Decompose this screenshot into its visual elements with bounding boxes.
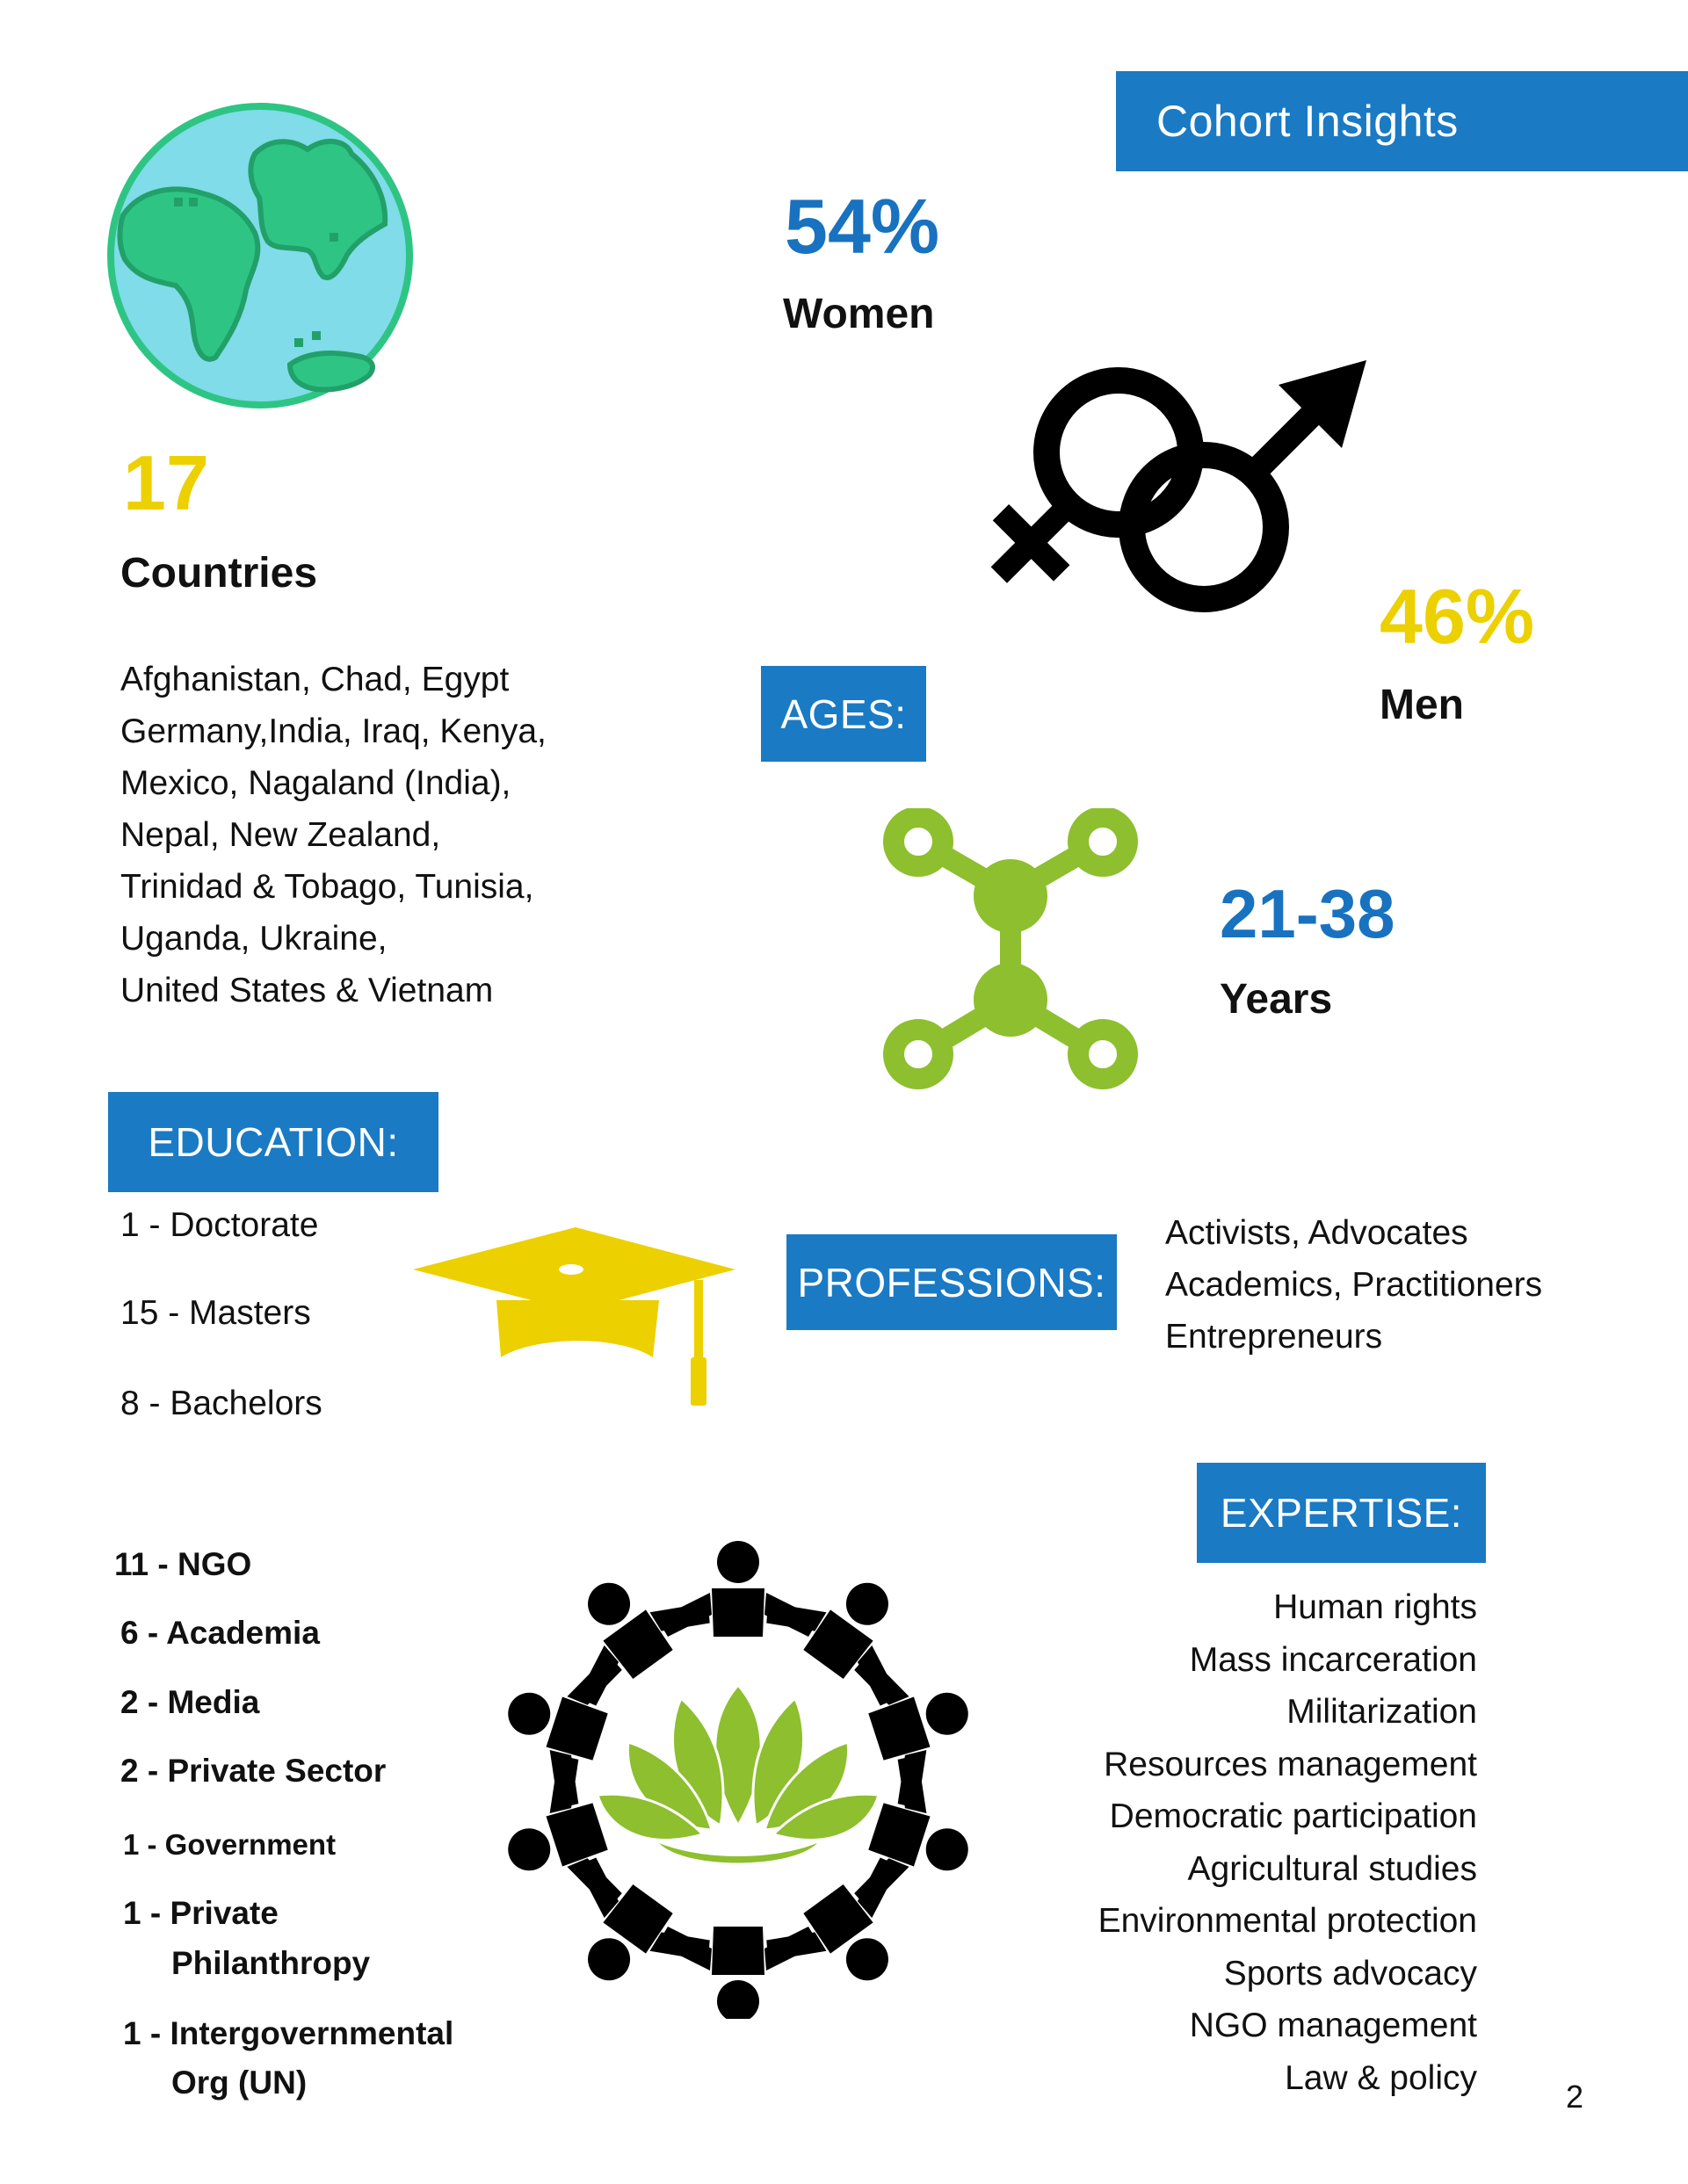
globe-icon (105, 101, 415, 410)
ages-tag: AGES: (761, 666, 926, 762)
sector-item: 2 - Media (120, 1684, 260, 1720)
molecule-icon (883, 808, 1147, 1089)
expertise-item: Mass incarceration (1189, 1640, 1477, 1679)
sector-item: 11 - NGO (114, 1546, 252, 1582)
professions-list (1165, 1207, 1657, 1363)
lotus-icon (598, 1685, 879, 1863)
education-list (120, 1208, 419, 1421)
countries-list (120, 654, 665, 1016)
women-label: Women (783, 291, 935, 337)
person-figure (758, 1539, 945, 1711)
expertise-item: Militarization (1286, 1693, 1477, 1731)
country-line: Mexico, Nagaland (India), (120, 764, 511, 802)
countries-label: Countries (120, 550, 318, 597)
sector-item: 1 - Private (123, 1895, 279, 1931)
person-figure (532, 1539, 719, 1711)
education-item: 1 - Doctorate (120, 1206, 319, 1244)
age-range: 21-38 (1220, 875, 1395, 952)
men-label: Men (1380, 682, 1464, 728)
education-item: 15 - Masters (120, 1294, 311, 1332)
expertise-list (967, 1581, 1477, 2104)
men-percentage: 46% (1380, 573, 1535, 660)
professions-tag: PROFESSIONS: (786, 1234, 1117, 1330)
women-percentage: 54% (785, 183, 940, 270)
person-figure (532, 1851, 719, 2019)
country-line: United States & Vietnam (120, 972, 494, 1009)
expertise-item: Sports advocacy (1223, 1954, 1477, 1992)
country-line: Uganda, Ukraine, (120, 920, 388, 958)
education-tag: EDUCATION: (108, 1092, 438, 1192)
expertise-item: Resources management (1104, 1745, 1477, 1783)
expertise-item: Human rights (1273, 1588, 1477, 1626)
sector-item: 2 - Private Sector (120, 1753, 387, 1789)
sector-item: 1 - Intergovernmental (123, 2015, 454, 2051)
profession-item: Activists, Advocates (1165, 1214, 1468, 1252)
country-line: Trinidad & Tobago, Tunisia, (120, 868, 534, 906)
countries-count: 17 (123, 439, 209, 526)
graduation-cap-icon (409, 1226, 743, 1410)
age-unit: Years (1220, 976, 1333, 1023)
expertise-item: NGO management (1189, 2007, 1477, 2044)
sector-item-continuation: Philanthropy (171, 1945, 371, 1981)
country-line: Afghanistan, Chad, Egypt (120, 661, 510, 698)
sector-item-continuation: Org (UN) (171, 2065, 308, 2101)
expertise-item: Agricultural studies (1187, 1849, 1477, 1888)
expertise-item: Environmental protection (1098, 1902, 1477, 1940)
expertise-item: Democratic participation (1109, 1797, 1477, 1835)
expertise-tag: EXPERTISE: (1197, 1463, 1486, 1563)
sector-item: 6 - Academia (120, 1615, 320, 1651)
page-number: 2 (1566, 2079, 1584, 2115)
education-item: 8 - Bachelors (120, 1385, 322, 1422)
sector-item: 1 - Government (123, 1828, 337, 1861)
people-circle-lotus-icon (492, 1527, 984, 2019)
person-figure (758, 1851, 945, 2019)
country-line: Nepal, New Zealand, (120, 816, 441, 854)
gender-symbols-icon (971, 351, 1384, 624)
profession-item: Academics, Practitioners (1165, 1266, 1543, 1304)
country-line: Germany,India, Iraq, Kenya, (120, 712, 547, 750)
cohort-insights-title: Cohort Insights (1116, 71, 1688, 171)
expertise-item: Law & policy (1285, 2058, 1477, 2097)
profession-item: Entrepreneurs (1165, 1318, 1383, 1356)
